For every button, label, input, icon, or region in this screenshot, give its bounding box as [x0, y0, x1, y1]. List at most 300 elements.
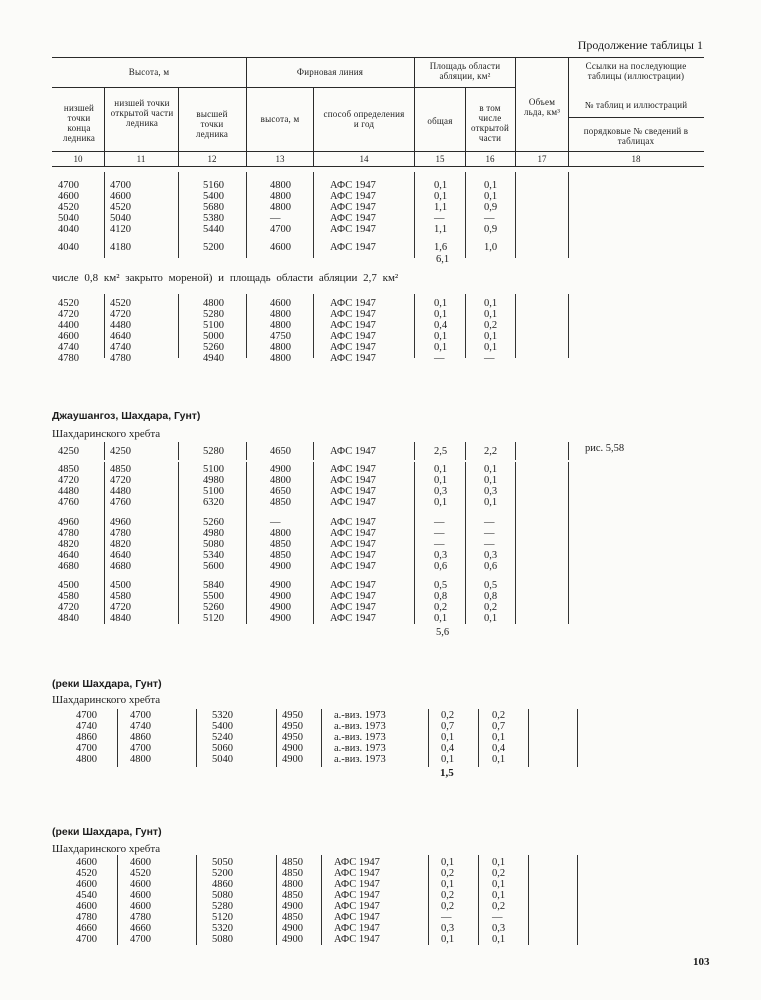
table-cell: 1,1: [434, 224, 448, 235]
table-cell: 4860: [76, 732, 97, 743]
section-subtitle: Шахдаринского хребта: [52, 428, 161, 440]
table-cell: АФС 1947: [330, 191, 376, 202]
col-number: 10: [73, 154, 83, 164]
table-cell: 0,1: [434, 613, 448, 624]
table-cell: 4950: [282, 710, 303, 721]
table-cell: 0,2: [441, 901, 455, 912]
table-cell: 4850: [270, 550, 291, 561]
column-rule: [414, 442, 415, 460]
column-rule: [465, 172, 466, 258]
table-cell: АФС 1947: [330, 517, 376, 528]
table-cell: 5040: [110, 213, 131, 224]
table-cell: а.-виз. 1973: [334, 721, 386, 732]
column-rule: [515, 294, 516, 358]
column-rule: [414, 462, 415, 624]
table-cell: —: [270, 517, 281, 528]
table-cell: 5000: [203, 331, 224, 342]
ablation-note: числе 0,8 км² закрыто мореной) и площадь области абляции 2,7 км²: [52, 272, 399, 284]
table-cell: 4760: [110, 497, 131, 508]
table-cell: АФС 1947: [330, 486, 376, 497]
table-cell: 4900: [282, 923, 303, 934]
table-cell: 4850: [110, 464, 131, 475]
table-row: [0, 710, 761, 721]
table-cell: 5320: [212, 923, 233, 934]
table-cell: АФС 1947: [330, 446, 376, 457]
table-cell: 4520: [110, 298, 131, 309]
table-cell: 0,1: [484, 475, 498, 486]
table-cell: 0,1: [434, 497, 448, 508]
table-cell: АФС 1947: [330, 580, 376, 591]
table-row: [0, 901, 761, 912]
table-cell: 5040: [58, 213, 79, 224]
table-cell: 4800: [270, 191, 291, 202]
table-cell: 4600: [130, 901, 151, 912]
table-cell: 2,5: [434, 446, 448, 457]
table-cell: 4800: [270, 353, 291, 364]
column-rule: [276, 709, 277, 767]
table-cell: 0,2: [484, 320, 498, 331]
table-cell: 4800: [270, 475, 291, 486]
table-cell: 0,1: [484, 464, 498, 475]
table-cell: —: [434, 213, 445, 224]
table-cell: 0,8: [434, 591, 448, 602]
table-cell: 0,3: [484, 550, 498, 561]
table-cell: 4960: [110, 517, 131, 528]
table-cell: 5080: [203, 539, 224, 550]
table-cell: 4600: [76, 879, 97, 890]
table-cell: 0,1: [434, 309, 448, 320]
table-cell: 0,1: [441, 732, 455, 743]
table-cell: 4760: [58, 497, 79, 508]
header-ref-tables: № таблиц и иллюстраций: [584, 100, 688, 110]
table-cell: 4900: [270, 613, 291, 624]
table-cell: 4720: [110, 602, 131, 613]
table-cell: АФС 1947: [330, 497, 376, 508]
table-row: [0, 732, 761, 743]
table-cell: 5600: [203, 561, 224, 572]
table-cell: 4640: [58, 550, 79, 561]
table-cell: 6320: [203, 497, 224, 508]
table-cell: 4740: [76, 721, 97, 732]
table-cell: 4600: [130, 857, 151, 868]
page-number: 103: [693, 956, 710, 968]
table-cell: а.-виз. 1973: [334, 754, 386, 765]
table-cell: 4180: [110, 242, 131, 253]
table-cell: АФС 1947: [330, 309, 376, 320]
header-col10: низшей точки конца ледника: [62, 103, 96, 143]
table-cell: 4850: [282, 912, 303, 923]
table-cell: АФС 1947: [330, 202, 376, 213]
table-cell: 4520: [58, 202, 79, 213]
table-cell: АФС 1947: [330, 464, 376, 475]
table-cell: 4800: [270, 180, 291, 191]
table-cell: 4250: [58, 446, 79, 457]
table-cell: 4780: [110, 528, 131, 539]
table-cell: 4780: [58, 528, 79, 539]
table-cell: 1,0: [484, 242, 498, 253]
table-cell: 4700: [76, 743, 97, 754]
table-cell: АФС 1947: [330, 353, 376, 364]
table-cell: 0,1: [484, 191, 498, 202]
table-cell: 5260: [203, 602, 224, 613]
col-number: 13: [275, 154, 285, 164]
table-cell: 0,5: [484, 580, 498, 591]
column-rule: [478, 709, 479, 767]
table-cell: 0,1: [484, 497, 498, 508]
table-cell: 4820: [58, 539, 79, 550]
table-cell: АФС 1947: [330, 213, 376, 224]
table-cell: 0,3: [434, 550, 448, 561]
column-rule: [428, 855, 429, 945]
header-col11: низшей точки открытой части ледника: [110, 98, 174, 128]
table-row: [0, 486, 761, 497]
table-row: [0, 224, 761, 235]
table-row: [0, 180, 761, 191]
table-cell: а.-виз. 1973: [334, 743, 386, 754]
table-row: [0, 923, 761, 934]
table-cell: 0,2: [441, 710, 455, 721]
table-row: [0, 517, 761, 528]
column-rule: [246, 442, 247, 460]
table-cell: 0,1: [434, 298, 448, 309]
table-cell: а.-виз. 1973: [334, 732, 386, 743]
table-cell: 4850: [282, 890, 303, 901]
table-cell: АФС 1947: [334, 934, 380, 945]
table-cell: 5200: [203, 242, 224, 253]
table-cell: 4780: [110, 353, 131, 364]
table-cell: 4540: [76, 890, 97, 901]
column-rule: [577, 855, 578, 945]
table-cell: —: [484, 539, 495, 550]
table-cell: 4600: [270, 298, 291, 309]
table-cell: 0,1: [484, 613, 498, 624]
table-cell: 4720: [110, 475, 131, 486]
column-rule: [196, 709, 197, 767]
table-row: [0, 242, 761, 253]
table-cell: 4640: [110, 550, 131, 561]
col-number: 14: [359, 154, 369, 164]
table-row: [0, 309, 761, 320]
column-rule: [313, 172, 314, 258]
table-cell: АФС 1947: [330, 298, 376, 309]
table-cell: 4840: [58, 613, 79, 624]
table-cell: 4900: [270, 561, 291, 572]
table-cell: 0,2: [441, 890, 455, 901]
table-cell: 0,9: [484, 224, 498, 235]
column-rule: [577, 709, 578, 767]
table-cell: 5280: [203, 309, 224, 320]
table-cell: 4900: [270, 464, 291, 475]
table-cell: 5100: [203, 486, 224, 497]
table-cell: 5240: [212, 732, 233, 743]
table-row: [0, 721, 761, 732]
table-cell: 0,2: [441, 868, 455, 879]
section-subtitle: Шахдаринского хребта: [52, 843, 161, 855]
column-rule: [528, 855, 529, 945]
table-cell: 5160: [203, 180, 224, 191]
table-row: [0, 464, 761, 475]
table-cell: 4720: [58, 602, 79, 613]
header-ref-ordinal: порядковые № сведений в таблицах: [583, 126, 689, 146]
table-cell: 4800: [76, 754, 97, 765]
header-col15: общая: [427, 116, 453, 126]
table-cell: 5280: [203, 446, 224, 457]
table-cell: 4400: [58, 320, 79, 331]
table-cell: —: [441, 912, 452, 923]
table-cell: АФС 1947: [334, 890, 380, 901]
table-cell: 0,1: [434, 180, 448, 191]
table-cell: 0,8: [484, 591, 498, 602]
table-cell: 4680: [58, 561, 79, 572]
header-col12: высшей точки ледника: [195, 109, 229, 139]
table-cell: 4600: [130, 879, 151, 890]
table-cell: 0,1: [441, 934, 455, 945]
column-rule: [178, 462, 179, 624]
column-rule: [178, 294, 179, 358]
table-cell: АФС 1947: [330, 342, 376, 353]
table-cell: 2,2: [484, 446, 498, 457]
table-cell: 4800: [282, 879, 303, 890]
table-cell: 0,1: [492, 890, 506, 901]
table-cell: 0,1: [434, 464, 448, 475]
table-cell: 4700: [76, 934, 97, 945]
table-row: [0, 890, 761, 901]
table-row: [0, 298, 761, 309]
col-number: 11: [136, 154, 146, 164]
table-cell: 4780: [58, 353, 79, 364]
table-cell: 4660: [76, 923, 97, 934]
table-cell: 0,7: [492, 721, 506, 732]
column-rule: [117, 709, 118, 767]
table-cell: 4800: [270, 320, 291, 331]
table-cell: АФС 1947: [330, 528, 376, 539]
table-cell: 0,9: [484, 202, 498, 213]
table-cell: 0,6: [434, 561, 448, 572]
table-cell: 0,5: [434, 580, 448, 591]
table-cell: 5120: [212, 912, 233, 923]
table-cell: 4700: [110, 180, 131, 191]
column-rule: [104, 442, 105, 460]
table-cell: 4700: [270, 224, 291, 235]
table-cell: АФС 1947: [330, 242, 376, 253]
column-rule: [178, 172, 179, 258]
table-row: [0, 934, 761, 945]
table-cell: 4650: [270, 446, 291, 457]
table-cell: 0,4: [434, 320, 448, 331]
table-cell: 4500: [58, 580, 79, 591]
column-rule: [313, 294, 314, 358]
table-cell: 4040: [58, 224, 79, 235]
table-cell: 4600: [130, 890, 151, 901]
table-cell: 4940: [203, 353, 224, 364]
table-cell: 4740: [130, 721, 151, 732]
table-cell: 4520: [110, 202, 131, 213]
table-cell: 4850: [282, 857, 303, 868]
table-cell: 5680: [203, 202, 224, 213]
section-title: (реки Шахдара, Гунт): [52, 678, 162, 690]
table-cell: 4800: [270, 342, 291, 353]
table-row: [0, 613, 761, 624]
column-rule: [428, 709, 429, 767]
table-cell: 4600: [110, 191, 131, 202]
table-cell: 0,2: [434, 602, 448, 613]
table-cell: 4950: [282, 732, 303, 743]
table-cell: 4480: [58, 486, 79, 497]
table-cell: АФС 1947: [334, 912, 380, 923]
column-rule: [568, 442, 569, 460]
table-cell: 0,1: [434, 191, 448, 202]
table-cell: 4900: [282, 754, 303, 765]
table-cell: 4680: [110, 561, 131, 572]
table-row: [0, 353, 761, 364]
table-cell: 4480: [110, 320, 131, 331]
table-cell: 5400: [203, 191, 224, 202]
table-cell: 5200: [212, 868, 233, 879]
column-rule: [246, 172, 247, 258]
table-cell: 5320: [212, 710, 233, 721]
table-cell: 4650: [270, 486, 291, 497]
table-cell: 4850: [282, 868, 303, 879]
section-subtitle: Шахдаринского хребта: [52, 694, 161, 706]
table-cell: 4840: [110, 613, 131, 624]
total-value: 6,1: [436, 254, 450, 265]
total-value: 1,5: [440, 767, 454, 779]
table-cell: —: [484, 213, 495, 224]
table-cell: 4500: [110, 580, 131, 591]
table-cell: —: [434, 353, 445, 364]
table-cell: —: [492, 912, 503, 923]
table-cell: 4750: [270, 331, 291, 342]
table-cell: —: [484, 517, 495, 528]
table-cell: 0,3: [492, 923, 506, 934]
column-rule: [276, 855, 277, 945]
table-cell: 4520: [130, 868, 151, 879]
table-cell: 0,1: [492, 857, 506, 868]
table-cell: 0,1: [434, 475, 448, 486]
table-cell: АФС 1947: [330, 475, 376, 486]
table-cell: 0,1: [492, 879, 506, 890]
column-rule: [313, 462, 314, 624]
table-cell: 4120: [110, 224, 131, 235]
table-cell: 4900: [282, 934, 303, 945]
table-cell: 4600: [76, 857, 97, 868]
column-rule: [104, 172, 105, 258]
table-row: [0, 539, 761, 550]
table-cell: 5400: [212, 721, 233, 732]
table-row: [0, 202, 761, 213]
table-cell: 0,1: [441, 879, 455, 890]
column-rule: [414, 294, 415, 358]
header-ablation-group: Площадь области абляции, км²: [429, 61, 501, 81]
header-refs-group: Ссылки на последующие таблицы (иллюстрации): [585, 61, 687, 81]
column-rule: [465, 294, 466, 358]
column-rule: [515, 462, 516, 624]
table-row: [0, 879, 761, 890]
table-row: [0, 580, 761, 591]
table-cell: АФС 1947: [330, 561, 376, 572]
column-rule: [515, 172, 516, 258]
table-cell: 0,2: [492, 868, 506, 879]
table-cell: 4780: [130, 912, 151, 923]
col-number: 16: [485, 154, 495, 164]
table-cell: 0,3: [484, 486, 498, 497]
table-cell: 4720: [110, 309, 131, 320]
table-cell: 5060: [212, 743, 233, 754]
table-cell: АФС 1947: [334, 879, 380, 890]
table-cell: 4700: [130, 743, 151, 754]
table-cell: 5040: [212, 754, 233, 765]
table-cell: 4860: [130, 732, 151, 743]
table-cell: 0,1: [441, 754, 455, 765]
table-cell: АФС 1947: [330, 550, 376, 561]
table-cell: АФС 1947: [330, 613, 376, 624]
table-cell: АФС 1947: [330, 180, 376, 191]
table-row: [0, 191, 761, 202]
table-cell: 0,1: [492, 732, 506, 743]
header-col16: в том числе открытой части: [471, 103, 509, 143]
reference-figure: рис. 5,58: [585, 443, 625, 454]
table-cell: 5100: [203, 320, 224, 331]
column-rule: [568, 172, 569, 258]
table-row: [0, 528, 761, 539]
table-cell: —: [270, 213, 281, 224]
table-cell: 0,1: [434, 331, 448, 342]
column-rule: [465, 442, 466, 460]
table-cell: 4900: [282, 901, 303, 912]
table-cell: 5100: [203, 464, 224, 475]
table-cell: 4820: [110, 539, 131, 550]
table-cell: АФС 1947: [334, 923, 380, 934]
col-number: 17: [537, 154, 547, 164]
table-cell: 0,7: [441, 721, 455, 732]
table-cell: 4850: [270, 539, 291, 550]
column-rule: [178, 442, 179, 460]
table-cell: 4800: [270, 309, 291, 320]
table-row: [0, 475, 761, 486]
table-cell: 4850: [270, 497, 291, 508]
column-rule: [568, 294, 569, 358]
table-cell: АФС 1947: [334, 901, 380, 912]
header-height-group: Высота, м: [128, 67, 170, 77]
table-cell: 4520: [58, 298, 79, 309]
table-cell: 4600: [58, 331, 79, 342]
table-cell: 4600: [58, 191, 79, 202]
table-cell: 1,1: [434, 202, 448, 213]
table-cell: 4980: [203, 528, 224, 539]
table-cell: 0,1: [484, 331, 498, 342]
table-cell: а.-виз. 1973: [334, 710, 386, 721]
table-cell: 5050: [212, 857, 233, 868]
table-cell: 4800: [270, 528, 291, 539]
section-title: (реки Шахдара, Гунт): [52, 826, 162, 838]
table-cell: 0,1: [484, 298, 498, 309]
column-rule: [414, 172, 415, 258]
table-row: [0, 868, 761, 879]
col-number: 15: [435, 154, 445, 164]
column-rule: [104, 294, 105, 358]
table-row: [0, 446, 761, 457]
table-cell: 4850: [58, 464, 79, 475]
table-cell: 0,1: [484, 342, 498, 353]
table-cell: 0,2: [492, 901, 506, 912]
table-cell: АФС 1947: [334, 857, 380, 868]
table-cell: 5120: [203, 613, 224, 624]
column-rule: [104, 462, 105, 624]
total-value: 5,6: [436, 627, 450, 638]
table-cell: 4480: [110, 486, 131, 497]
table-cell: —: [484, 528, 495, 539]
table-cell: 4600: [270, 242, 291, 253]
